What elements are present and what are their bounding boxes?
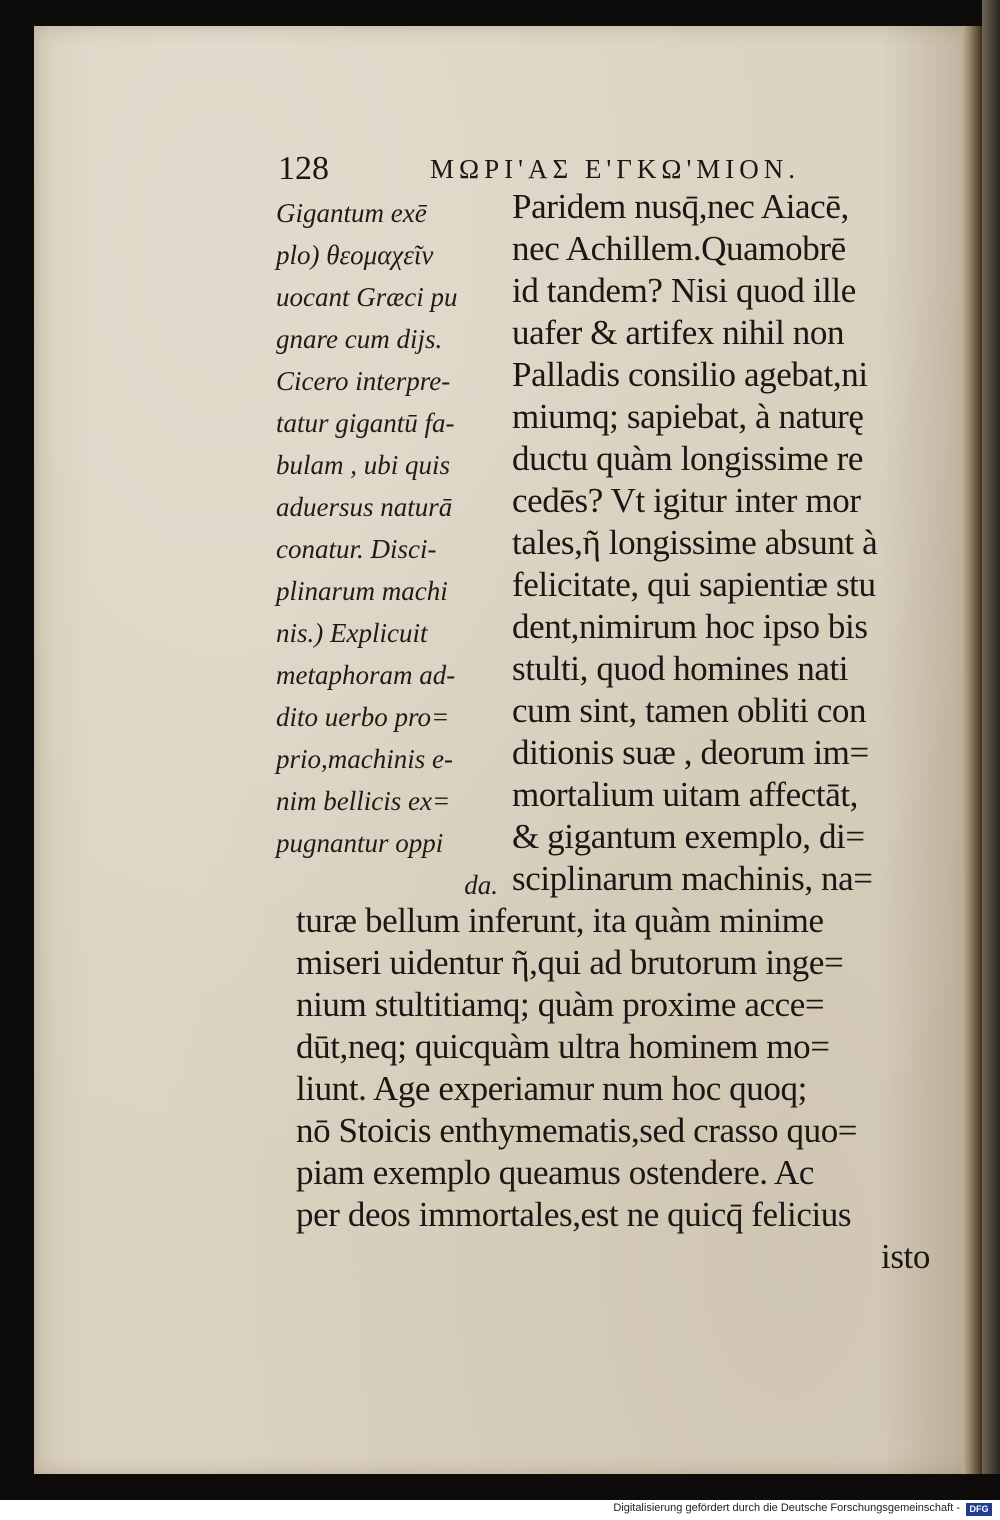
marginal-line: aduersus naturā [276,492,453,522]
text-line: per deos immortales,est ne quicq̄ felicius [296,1195,852,1234]
marginal-line: plinarum machi [276,576,448,606]
text-line: & gigantum exemplo, di= [512,817,865,856]
marginal-line: nis.) Explicuit [276,618,428,648]
text-line: cum sint, tamen obliti con [512,691,867,730]
text-line: miseri uidentur ῆ,qui ad brutorum inge= [296,943,844,982]
marginal-line: metaphoram ad- [276,660,456,690]
marginal-line: prio,machinis e- [276,744,453,774]
text-line: nec Achillem.Quamobrē [512,229,846,268]
text-line: Palladis consilio agebat,ni [512,355,868,394]
marginal-line: plo) θεομαχεῖν [276,240,434,270]
text-line: dūt,neq; quicquàm ultra hominem mo= [296,1027,830,1066]
text-line: ductu quàm longissime re [512,439,864,478]
text-line: stulti, quod homines nati [512,649,849,688]
text-line: liunt. Age experiamur num hoc quoq; [296,1069,807,1108]
marginal-line: pugnantur oppi [276,828,444,858]
book-gutter [962,26,982,1474]
running-title: ΜΩΡΙ'ΑΣ Ε'ΓΚΩ'ΜΙΟΝ. [430,154,801,184]
text-line: dent,nimirum hoc ipso bis [512,607,868,646]
text-line: id tandem? Nisi quod ille [512,271,856,310]
marginal-line: uocant Græci pu [276,282,458,312]
full-width-text [296,900,946,1278]
text-line: ditionis suæ , deorum im= [512,733,869,772]
marginal-line: Cicero interpre- [276,366,451,396]
text-line: tales,ῆ longissime absunt à [512,523,878,562]
text-line: turæ bellum inferunt, ita quàm minime [296,901,824,940]
marginal-line: Gigantum exē [276,198,427,228]
marginal-line: tatur gigantū fa- [276,408,455,438]
text-line: miumq; sapiebat, à naturę [512,397,864,436]
text-line: mortalium uitam affectāt, [512,775,859,814]
marginal-line: bulam , ubi quis [276,450,451,480]
book-edge [982,0,1000,1500]
funding-credit: Digitalisierung gefördert durch die Deutsche Forschungsgemeinschaft - [613,1502,960,1514]
text-line: uafer & artifex nihil non [512,313,845,352]
digitization-footer [0,1500,1000,1520]
text-line: cedēs? Vt igitur inter mor [512,481,861,520]
marginal-line: gnare cum dijs. [276,324,443,354]
page-number: 128 [278,150,329,187]
marginal-line: dito uerbo pro= [276,702,450,732]
text-line: felicitate, qui sapientiæ stu [512,565,876,604]
main-text-column [512,186,942,900]
dfg-logo-icon: DFG [966,1503,992,1516]
text-line: Paridem nusq̄,nec Aiacē, [512,187,849,226]
marginal-line: da. [464,870,498,900]
catchword: isto [881,1237,930,1276]
text-line: sciplinarum machinis, na= [512,859,873,898]
marginal-line: conatur. Disci- [276,534,437,564]
text-line: nō Stoicis enthymematis,sed crasso quo= [296,1111,858,1150]
marginal-note [276,192,506,906]
text-line: nium stultitiamq; quàm proxime acce= [296,985,825,1024]
marginal-line: nim bellicis ex= [276,786,451,816]
text-line: piam exemplo queamus ostendere. Ac [296,1153,815,1192]
scan-bottom-margin [0,1474,1000,1500]
